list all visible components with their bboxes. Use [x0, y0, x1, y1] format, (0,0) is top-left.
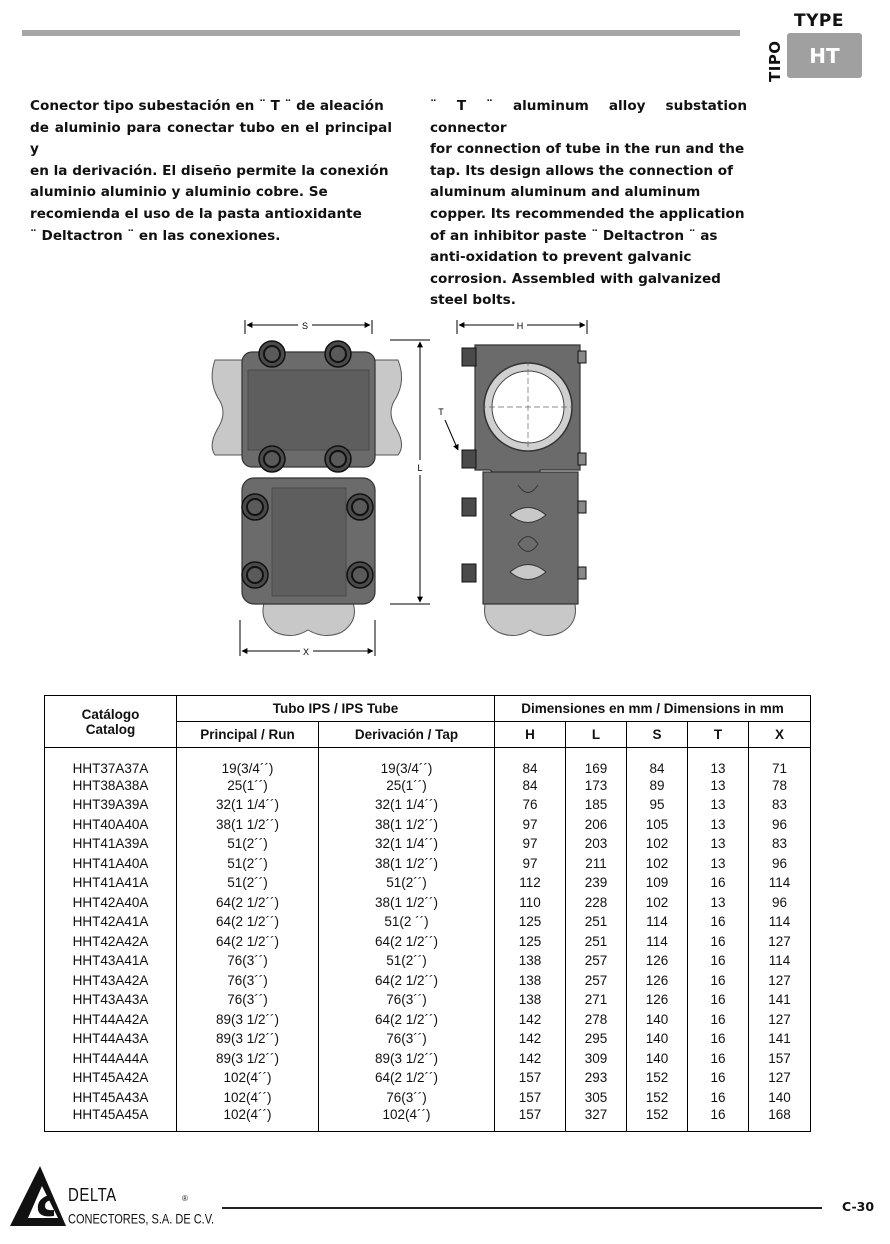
table-cell: 13	[688, 893, 749, 913]
table-cell: 142	[495, 1049, 566, 1069]
desc-en-line: tap. Its design allows the connection of	[430, 162, 734, 179]
table-cell: 203	[566, 834, 627, 854]
table-cell: 185	[566, 795, 627, 815]
bolt-icon	[347, 494, 373, 520]
table-cell: 96	[749, 893, 811, 913]
desc-en-line: aluminum aluminum and aluminum	[430, 184, 701, 201]
table-cell: 64(2 1/2´´)	[177, 893, 319, 913]
side-view	[438, 320, 587, 636]
dim-t-label: T	[438, 407, 444, 417]
table-cell: HHT44A42A	[45, 1010, 177, 1030]
table-cell: HHT43A43A	[45, 990, 177, 1010]
bottom-rule	[222, 1207, 822, 1209]
table-cell: 64(2 1/2´´)	[319, 971, 495, 991]
table-cell: 38(1 1/2´´)	[319, 815, 495, 835]
table-cell: 102(4´´)	[177, 1088, 319, 1108]
table-row	[45, 795, 811, 815]
header-catalog	[45, 696, 177, 748]
table-cell: 83	[749, 834, 811, 854]
table-cell: 127	[749, 971, 811, 991]
table-cell: 97	[495, 854, 566, 874]
table-cell: 309	[566, 1049, 627, 1069]
header-catalog-en: Catalog	[85, 721, 136, 737]
table-cell: 38(1 1/2´´)	[177, 815, 319, 835]
tipo-label: TIPO	[766, 40, 784, 82]
table-cell: 13	[688, 748, 749, 776]
table-cell: 16	[688, 990, 749, 1010]
table-cell: 16	[688, 1068, 749, 1088]
tap-tube-bottom	[263, 600, 355, 636]
table-cell: 228	[566, 893, 627, 913]
header-tube: Tubo IPS / IPS Tube	[177, 696, 495, 722]
table-cell: 140	[749, 1088, 811, 1108]
table-cell: 152	[627, 1107, 688, 1131]
table-cell: 16	[688, 971, 749, 991]
specifications-table	[44, 695, 811, 1132]
table-cell: 271	[566, 990, 627, 1010]
type-code-badge: HT	[787, 33, 862, 78]
desc-en-line: for connection of tube in the run and the	[430, 141, 745, 158]
header-t: T	[688, 722, 749, 748]
type-label: TYPE	[794, 11, 844, 31]
table-cell: HHT41A41A	[45, 873, 177, 893]
table-row	[45, 815, 811, 835]
bolt-icon	[325, 341, 351, 367]
table-cell: 16	[688, 912, 749, 932]
table-cell: 125	[495, 932, 566, 952]
table-row	[45, 1049, 811, 1069]
table-cell: 257	[566, 971, 627, 991]
table-cell: 83	[749, 795, 811, 815]
table-cell: 127	[749, 1068, 811, 1088]
table-cell: HHT37A37A	[45, 748, 177, 776]
table-cell: 157	[749, 1049, 811, 1069]
table-cell: HHT42A41A	[45, 912, 177, 932]
table-cell: 138	[495, 951, 566, 971]
table-cell: 25(1´´)	[319, 776, 495, 796]
table-cell: 105	[627, 815, 688, 835]
table-cell: 168	[749, 1107, 811, 1131]
table-cell: HHT43A41A	[45, 951, 177, 971]
table-row	[45, 990, 811, 1010]
table-cell: 97	[495, 834, 566, 854]
table-cell: HHT41A40A	[45, 854, 177, 874]
bottom-clamp-face	[272, 488, 346, 596]
dim-x-label: X	[302, 647, 310, 657]
table-cell: 51(2 ´´)	[319, 912, 495, 932]
table-cell: 16	[688, 951, 749, 971]
table-cell: 76(3´´)	[319, 990, 495, 1010]
table-cell: 206	[566, 815, 627, 835]
table-cell: 140	[627, 1010, 688, 1030]
table-cell: 13	[688, 815, 749, 835]
header-tap: Derivación / Tap	[319, 722, 495, 748]
table-cell: HHT45A43A	[45, 1088, 177, 1108]
table-cell: HHT40A40A	[45, 815, 177, 835]
bolt-icon	[242, 494, 268, 520]
table-cell: 76(3´´)	[319, 1029, 495, 1049]
table-cell: 51(2´´)	[177, 873, 319, 893]
table-row	[45, 971, 811, 991]
table-cell: HHT42A40A	[45, 893, 177, 913]
table-cell: 127	[749, 932, 811, 952]
table-cell: 16	[688, 1107, 749, 1131]
table-cell: 16	[688, 1010, 749, 1030]
table-cell: 16	[688, 1088, 749, 1108]
bolt-icon	[259, 341, 285, 367]
header-dimensions: Dimensiones en mm / Dimensions in mm	[495, 696, 811, 722]
table-cell: 16	[688, 1049, 749, 1069]
bolt-icon	[259, 446, 285, 472]
table-cell: 16	[688, 873, 749, 893]
table-cell: 140	[627, 1049, 688, 1069]
table-row	[45, 912, 811, 932]
table-cell: 138	[495, 971, 566, 991]
table-cell: 25(1´´)	[177, 776, 319, 796]
table-cell: 64(2 1/2´´)	[319, 1068, 495, 1088]
page-number: C-30	[842, 1199, 875, 1214]
table-cell: 125	[495, 912, 566, 932]
table-cell: 76	[495, 795, 566, 815]
table-cell: 19(3/4´´)	[319, 748, 495, 776]
table-cell: 102(4´´)	[177, 1107, 319, 1131]
table-row	[45, 893, 811, 913]
table-cell: HHT39A39A	[45, 795, 177, 815]
table-cell: 157	[495, 1107, 566, 1131]
table-cell: 114	[749, 873, 811, 893]
table-cell: 126	[627, 951, 688, 971]
table-cell: 32(1 1/4´´)	[177, 795, 319, 815]
table-cell: 64(2 1/2´´)	[319, 1010, 495, 1030]
table-cell: 51(2´´)	[319, 873, 495, 893]
table-cell: 13	[688, 795, 749, 815]
side-tap-tube	[485, 600, 576, 636]
table-cell: 211	[566, 854, 627, 874]
table-cell: 142	[495, 1029, 566, 1049]
table-cell: 109	[627, 873, 688, 893]
table-cell: 112	[495, 873, 566, 893]
table-cell: 16	[688, 932, 749, 952]
table-cell: HHT44A43A	[45, 1029, 177, 1049]
table-cell: 97	[495, 815, 566, 835]
bolt-icon	[325, 446, 351, 472]
table-cell: 142	[495, 1010, 566, 1030]
connector-drawing	[200, 310, 620, 660]
table-cell: 71	[749, 748, 811, 776]
table-cell: 152	[627, 1088, 688, 1108]
table-cell: 127	[749, 1010, 811, 1030]
bolt-icon	[242, 562, 268, 588]
table-row	[45, 834, 811, 854]
table-cell: 110	[495, 893, 566, 913]
table-body	[45, 748, 811, 1132]
table-cell: 76(3´´)	[177, 971, 319, 991]
logo-registered-mark: ®	[182, 1194, 188, 1203]
table-cell: 102(4´´)	[319, 1107, 495, 1131]
table-cell: 38(1 1/2´´)	[319, 893, 495, 913]
desc-en-line: ¨ T ¨ aluminum alloy substation connector	[430, 98, 747, 136]
table-cell: 76(3´´)	[177, 951, 319, 971]
table-cell: 51(2´´)	[177, 854, 319, 874]
table-cell: 89(3 1/2´´)	[177, 1010, 319, 1030]
table-cell: HHT45A45A	[45, 1107, 177, 1131]
table-cell: 16	[688, 1029, 749, 1049]
table-cell: 89(3 1/2´´)	[177, 1049, 319, 1069]
table-row	[45, 1010, 811, 1030]
table-cell: 13	[688, 776, 749, 796]
logo-name: DELTA	[68, 1185, 117, 1206]
table-row	[45, 951, 811, 971]
desc-en-line: corrosion. Assembled with galvanized	[430, 270, 721, 287]
header-h: H	[495, 722, 566, 748]
table-cell: 114	[749, 912, 811, 932]
table-row	[45, 873, 811, 893]
table-cell: 38(1 1/2´´)	[319, 854, 495, 874]
run-tube-right	[375, 360, 402, 455]
table-cell: 114	[627, 912, 688, 932]
desc-en-line: copper. Its recommended the application	[430, 205, 745, 222]
table-cell: 152	[627, 1068, 688, 1088]
table-cell: 140	[627, 1029, 688, 1049]
table-cell: 19(3/4´´)	[177, 748, 319, 776]
table-cell: 95	[627, 795, 688, 815]
desc-es-line: de aluminio para conectar tubo en el principal y	[30, 119, 392, 158]
desc-es-line: en la derivación. El diseño permite la conexión	[30, 162, 389, 179]
table-cell: HHT43A42A	[45, 971, 177, 991]
desc-en-line: anti-oxidation to prevent galvanic	[430, 249, 692, 266]
table-cell: 138	[495, 990, 566, 1010]
table-cell: 78	[749, 776, 811, 796]
table-cell: 141	[749, 1029, 811, 1049]
table-cell: HHT45A42A	[45, 1068, 177, 1088]
table-cell: 64(2 1/2´´)	[177, 932, 319, 952]
dim-h-label: H	[516, 321, 524, 331]
table-cell: 96	[749, 815, 811, 835]
dim-l-label: L	[417, 463, 423, 473]
header-l: L	[566, 722, 627, 748]
dim-s-label: S	[301, 321, 309, 331]
table-cell: 84	[495, 748, 566, 776]
delta-logo-icon	[8, 1164, 68, 1228]
table-cell: 141	[749, 990, 811, 1010]
desc-es-line: aluminio aluminio y aluminio cobre. Se	[30, 184, 328, 201]
table-cell: HHT44A44A	[45, 1049, 177, 1069]
table-cell: 84	[495, 776, 566, 796]
desc-es-line: Conector tipo subestación en ¨ T ¨ de aleación	[30, 98, 384, 114]
header-run: Principal / Run	[177, 722, 319, 748]
table-row	[45, 1088, 811, 1108]
table-cell: 32(1 1/4´´)	[319, 795, 495, 815]
top-clamp-face	[248, 370, 369, 450]
table-cell: 89	[627, 776, 688, 796]
table-row	[45, 1068, 811, 1088]
header-x: X	[749, 722, 811, 748]
table-cell: 102	[627, 854, 688, 874]
desc-en-line: steel bolts.	[430, 292, 516, 309]
table-row	[45, 854, 811, 874]
table-cell: 76(3´´)	[177, 990, 319, 1010]
desc-en-line: of an inhibitor paste ¨ Deltactron ¨ as	[430, 227, 718, 244]
table-cell: 51(2´´)	[319, 951, 495, 971]
table-cell: 84	[627, 748, 688, 776]
table-row	[45, 748, 811, 776]
table-cell: 32(1 1/4´´)	[319, 834, 495, 854]
table-cell: 102(4´´)	[177, 1068, 319, 1088]
table-cell: 239	[566, 873, 627, 893]
table-cell: 64(2 1/2´´)	[177, 912, 319, 932]
desc-es-line: recomienda el uso de la pasta antioxidante	[30, 205, 362, 222]
description-english	[430, 96, 747, 312]
table-cell: 305	[566, 1088, 627, 1108]
table-cell: 89(3 1/2´´)	[319, 1049, 495, 1069]
table-cell: 96	[749, 854, 811, 874]
table-cell: 251	[566, 932, 627, 952]
table-cell: 278	[566, 1010, 627, 1030]
top-rule	[22, 30, 740, 36]
logo-company: CONECTORES, S.A. DE C.V.	[68, 1212, 215, 1227]
table-row	[45, 932, 811, 952]
table-cell: 257	[566, 951, 627, 971]
table-cell: 102	[627, 834, 688, 854]
table-cell: HHT38A38A	[45, 776, 177, 796]
table-cell: 51(2´´)	[177, 834, 319, 854]
table-cell: 327	[566, 1107, 627, 1131]
desc-es-line: ¨ Deltactron ¨ en las conexiones.	[30, 227, 281, 244]
header-s: S	[627, 722, 688, 748]
table-cell: 102	[627, 893, 688, 913]
front-view	[212, 320, 430, 657]
table-cell: 157	[495, 1068, 566, 1088]
table-cell: 126	[627, 971, 688, 991]
table-cell: 114	[627, 932, 688, 952]
table-cell: 126	[627, 990, 688, 1010]
table-row	[45, 1107, 811, 1131]
table-cell: 13	[688, 834, 749, 854]
table-cell: 295	[566, 1029, 627, 1049]
table-cell: 89(3 1/2´´)	[177, 1029, 319, 1049]
table-cell: 76(3´´)	[319, 1088, 495, 1108]
table-row	[45, 776, 811, 796]
description-spanish	[30, 96, 392, 247]
table-cell: HHT41A39A	[45, 834, 177, 854]
table-cell: 13	[688, 854, 749, 874]
table-row	[45, 1029, 811, 1049]
bolt-icon	[347, 562, 373, 588]
table-cell: 251	[566, 912, 627, 932]
run-tube-left	[212, 360, 242, 455]
table-cell: 293	[566, 1068, 627, 1088]
table-cell: HHT42A42A	[45, 932, 177, 952]
table-cell: 114	[749, 951, 811, 971]
table-cell: 169	[566, 748, 627, 776]
table-cell: 64(2 1/2´´)	[319, 932, 495, 952]
table-cell: 173	[566, 776, 627, 796]
header-catalog-es: Catálogo	[81, 706, 140, 722]
table-cell: 157	[495, 1088, 566, 1108]
